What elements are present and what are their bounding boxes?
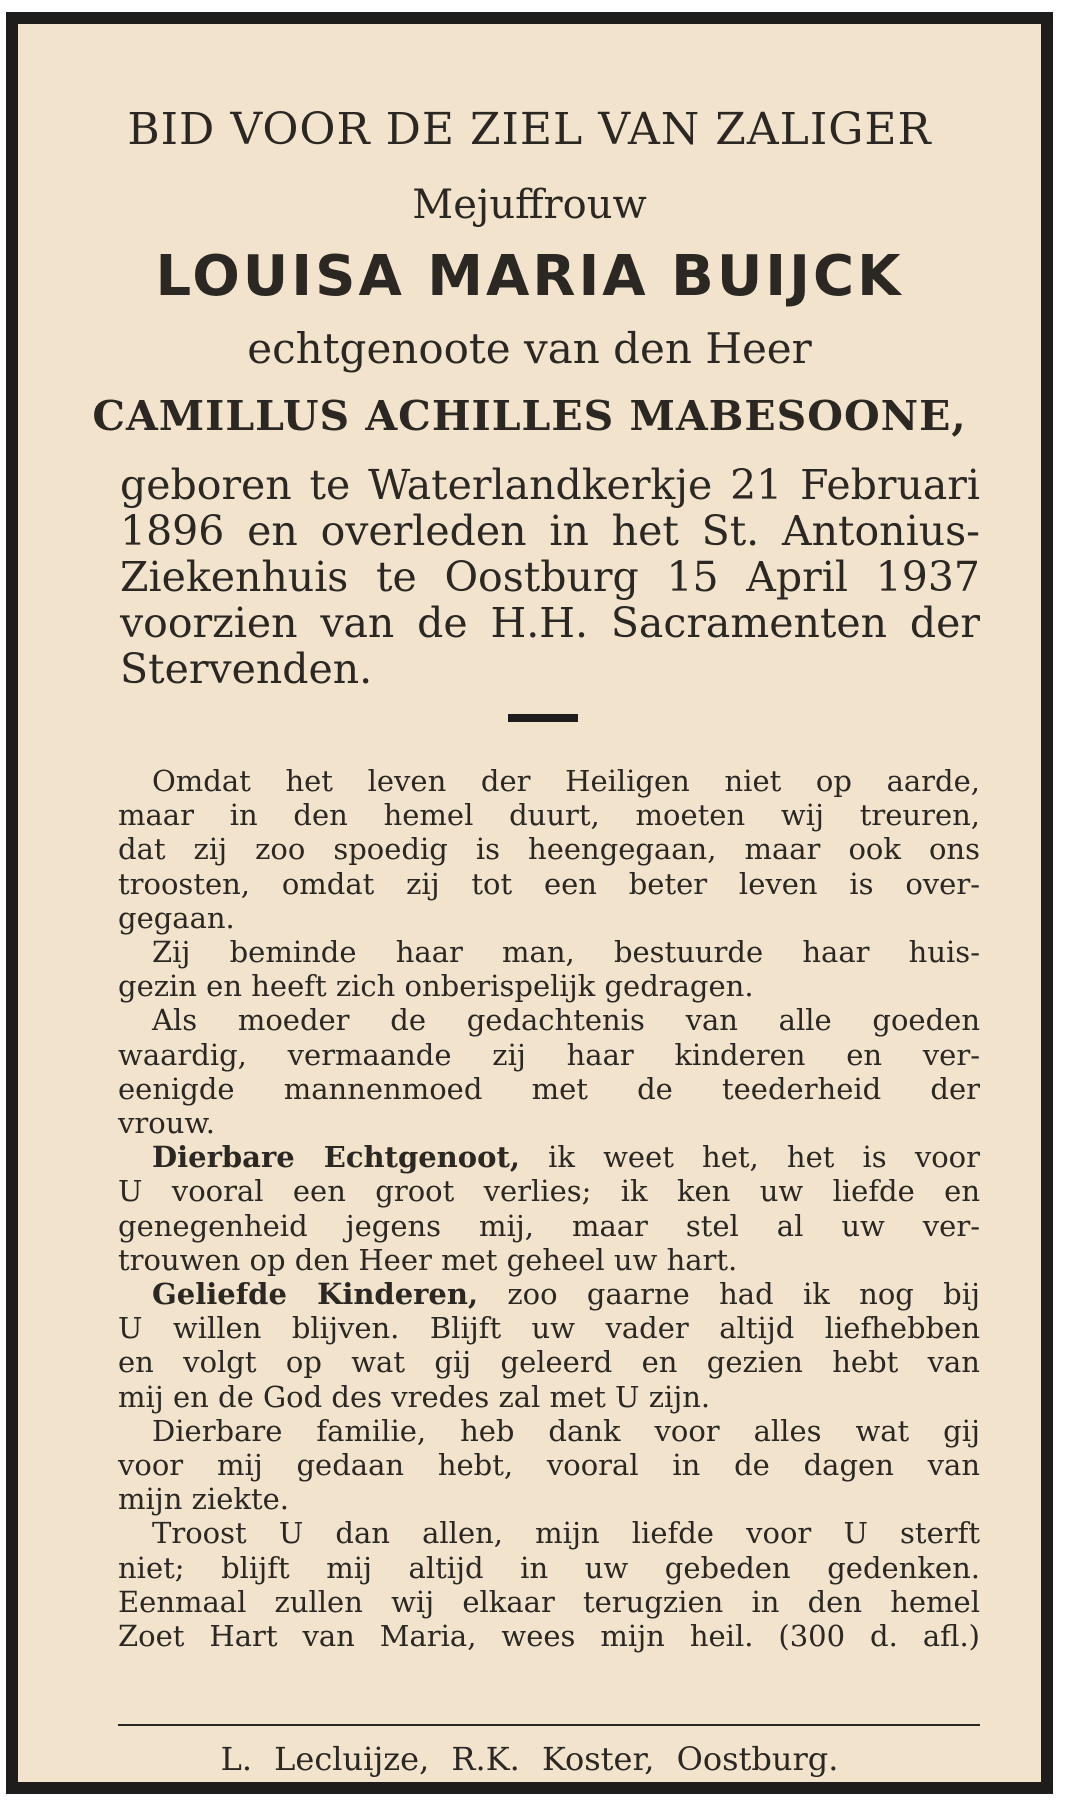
text-line: mij en de God des vredes zal met U zijn. — [118, 1379, 711, 1414]
bio-line: Stervenden. — [120, 645, 373, 693]
memorial-card — [6, 12, 1053, 1794]
text-line: vrouw. — [118, 1106, 215, 1141]
text-line: gegaan. — [118, 900, 235, 935]
bio-line: Ziekenhuis te Oostburg 15 April 1937 — [120, 553, 980, 601]
text-line — [118, 1140, 980, 1174]
text-line: voor mij gedaan hebt, vooral in de dagen van — [118, 1448, 980, 1483]
text-line: dat zij zoo spoedig is heengegaan, maar ook ons — [118, 832, 980, 867]
text-line: Dierbare familie, heb dank voor alles wat gij — [152, 1413, 980, 1448]
printer-credit: L. Lecluijze, R.K. Koster, Oostburg. — [220, 1740, 839, 1778]
text-line: gezin en heeft zich onberispelijk gedragen. — [118, 969, 754, 1004]
text-line: Zij beminde haar man, bestuurde haar huis- — [152, 935, 980, 970]
text-line: niet; blijft mij altijd in uw gebeden gedenken. — [118, 1550, 980, 1585]
text-line: waardig, vermaande zij haar kinderen en ver- — [118, 1037, 980, 1072]
text-line: eenigde mannenmoed met de teederheid der — [118, 1071, 980, 1106]
text-line-rest: ik weet het, het is voor — [548, 1140, 980, 1175]
divider-bar — [508, 714, 578, 722]
text-line-rest: zoo gaarne had ik nog bij — [507, 1277, 981, 1312]
bio-line: geboren te Waterlandkerkje 21 Februari — [120, 461, 980, 509]
text-line: U vooral een groot verlies; ik ken uw liefde en — [118, 1174, 980, 1209]
text-line: Eenmaal zullen wij elkaar terugzien in den hemel — [118, 1584, 980, 1619]
text-line: trouwen op den Heer met geheel uw hart. — [118, 1242, 738, 1277]
text-line: troosten, omdat zij tot een beter leven is over- — [118, 866, 980, 901]
spouse-name: CAMILLUS ACHILLES MABESOONE, — [92, 392, 967, 440]
text-line: maar in den hemel duurt, moeten wij treuren, — [118, 798, 980, 833]
bio-line: 1896 en overleden in het St. Antonius- — [120, 507, 980, 555]
spouse-intro: echtgenoote van den Heer — [247, 324, 812, 373]
text-line: genegenheid jegens mij, maar stel al uw ver- — [118, 1208, 980, 1243]
header-title: Mejuffrouw — [412, 182, 647, 228]
address-spouse: Dierbare Echtgenoot, — [152, 1140, 520, 1175]
text-line: en volgt op wat gij geleerd en gezien hebt van — [118, 1345, 980, 1380]
text-line: Als moeder de gedachtenis van alle goeden — [152, 1003, 980, 1038]
biography — [120, 462, 980, 692]
text-line: U willen blijven. Blijft uw vader altijd liefhebben — [118, 1311, 980, 1346]
bio-line: voorzien van de H.H. Sacramenten der — [120, 599, 980, 647]
deceased-name: LOUISA MARIA BUIJCK — [155, 244, 904, 309]
memorial-text — [118, 764, 980, 1653]
text-line — [118, 1277, 980, 1311]
text-line: Omdat het leven der Heiligen niet op aarde, — [152, 764, 980, 798]
text-line: Zoet Hart van Maria, wees mijn heil. (300 d. afl.) — [118, 1619, 980, 1654]
footer-rule — [118, 1724, 980, 1726]
address-children: Geliefde Kinderen, — [152, 1277, 479, 1312]
header-prayer: BID VOOR DE ZIEL VAN ZALIGER — [127, 104, 932, 155]
text-line: Troost U dan allen, mijn liefde voor U sterft — [152, 1516, 980, 1551]
text-line: mijn ziekte. — [118, 1482, 289, 1517]
